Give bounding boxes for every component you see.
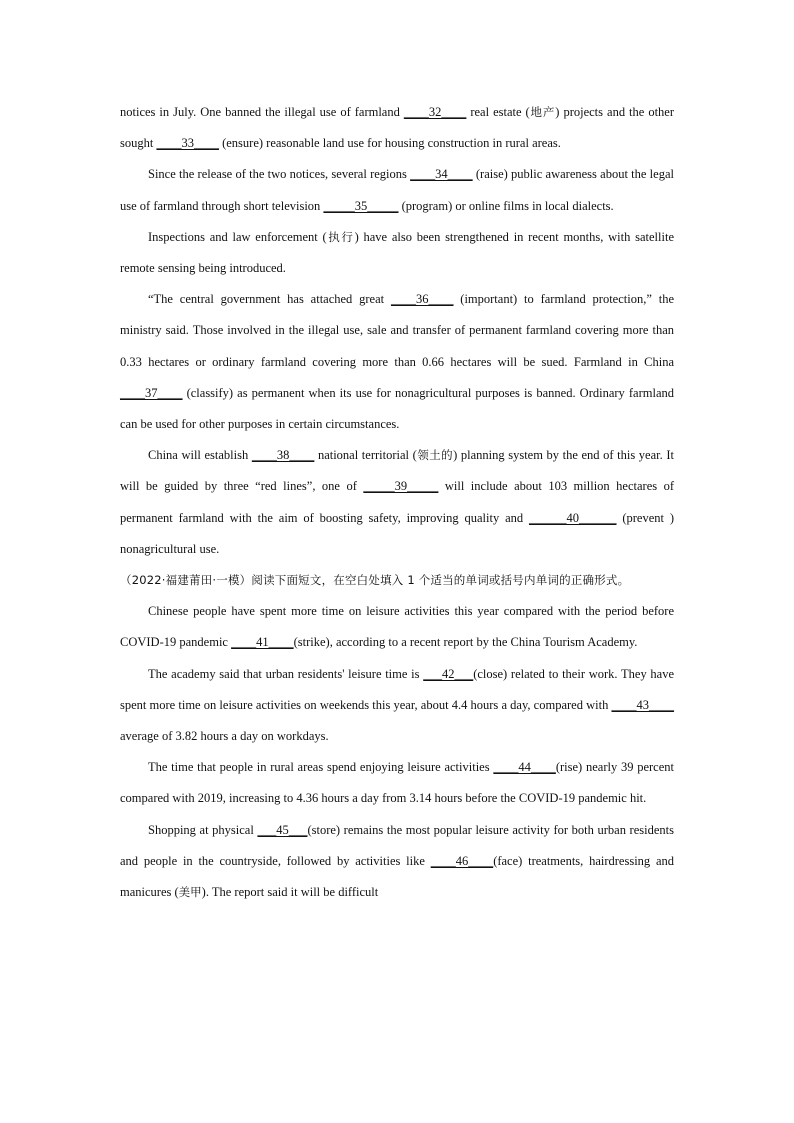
paragraph [120, 284, 674, 440]
text-run: (raise) public awareness about the legal use of farmland through short television [120, 167, 674, 213]
blank-42: ___42___ [423, 666, 474, 681]
text-run: China will establish [148, 448, 252, 463]
text-run: Chinese people have spent more time on leisure activities this year compared with the period before COVID-19 pandemic [120, 604, 674, 650]
paragraph [120, 159, 674, 221]
text-run: (important) to farmland protection,” the ministry said. Those involved in the illegal use, sale and transfer of permanent farmland covering more than 0.33 hectares or ordinary farmland covering more than 0.66 hectares will be sued. Farmland in China [120, 292, 674, 369]
blank-34: ____34____ [410, 167, 473, 182]
text-run: average of 3.82 hours a day on workdays. [120, 729, 329, 744]
text-run: (ensure) reasonable land use for housing construction in rural areas. [218, 136, 561, 151]
document-page [120, 97, 674, 908]
section-instruction [120, 565, 674, 596]
paragraph [120, 440, 674, 565]
text-run: (face) treatments, hairdressing and manicures ( [120, 853, 675, 900]
paragraph [120, 815, 674, 909]
chinese-gloss: 美甲 [178, 885, 202, 900]
text-run: will include about 103 million hectares of permanent farmland with the aim of boosting safety, improving quality and [120, 479, 675, 525]
paragraph [120, 596, 674, 658]
chinese-gloss: 地产 [529, 105, 556, 119]
blank-41: ____41____ [231, 635, 294, 650]
text-run: (prevent ) nonagricultural use. [120, 510, 674, 556]
paragraph [120, 752, 674, 814]
chinese-gloss: （2022·福建莆田·一模）阅读下面短文，在空白处填入 1 个适当的单词或括号内单词的正确形式。 [120, 573, 630, 588]
blank-39: _____39_____ [363, 479, 439, 494]
paragraph [120, 659, 674, 753]
chinese-gloss: 执行 [326, 229, 355, 244]
text-run: “The central government has attached great [148, 292, 391, 307]
text-run: ) planning system by the end of this year. It will be guided by three “red lines”, one of [120, 448, 674, 494]
text-run: The time that people in rural areas spend enjoying leisure activities [148, 760, 494, 775]
blank-43: ____43____ [611, 697, 674, 712]
paragraph [120, 97, 674, 159]
text-run: Since the release of the two notices, several regions [148, 167, 411, 182]
paragraph [120, 222, 674, 284]
blank-37: ____37____ [120, 385, 183, 400]
chinese-gloss: 领土的 [416, 448, 454, 463]
text-run: Inspections and law enforcement ( [148, 229, 327, 244]
blank-33: ____33____ [156, 136, 219, 151]
text-run: national territorial ( [314, 448, 417, 463]
text-run: Shopping at physical [148, 822, 258, 837]
blank-38: ____38____ [251, 448, 315, 463]
text-run: ). The report said it will be difficult [201, 885, 379, 900]
blank-44: ____44____ [493, 760, 556, 775]
text-run: real estate ( [466, 105, 530, 119]
blank-46: ____46____ [430, 853, 494, 868]
text-run: ) projects and the other sought [120, 105, 675, 151]
text-run: notices in July. One banned the illegal use of farmland [120, 105, 404, 119]
blank-40: ______40______ [528, 510, 617, 525]
text-run: (program) or online films in local dialects. [398, 198, 614, 213]
blank-32: ____32____ [403, 105, 467, 119]
blank-45: ___45___ [257, 822, 308, 837]
text-run: The academy said that urban residents' leisure time is [148, 666, 424, 681]
text-run: (store) remains the most popular leisure activity for both urban residents and people in the countryside, followed by activities like [120, 822, 674, 868]
text-run: ) have also been strengthened in recent months, with satellite remote sensing being introduced. [120, 229, 674, 276]
text-run: (close) related to their work. They have spent more time on leisure activities on weekends this year, about 4.4 hours a day, compared with [120, 666, 675, 712]
text-run: (classify) as permanent when its use for nonagricultural purposes is banned. Ordinary farmland can be used for other purposes in certain circumstances. [120, 385, 674, 432]
blank-36: ____36____ [390, 292, 454, 307]
text-run: (rise) nearly 39 percent compared with 2019, increasing to 4.36 hours a day from 3.14 hours before the COVID-19 pandemic hit. [120, 760, 674, 806]
text-run: (strike), according to a recent report by the China Tourism Academy. [293, 635, 638, 650]
blank-35: _____35_____ [323, 198, 399, 213]
